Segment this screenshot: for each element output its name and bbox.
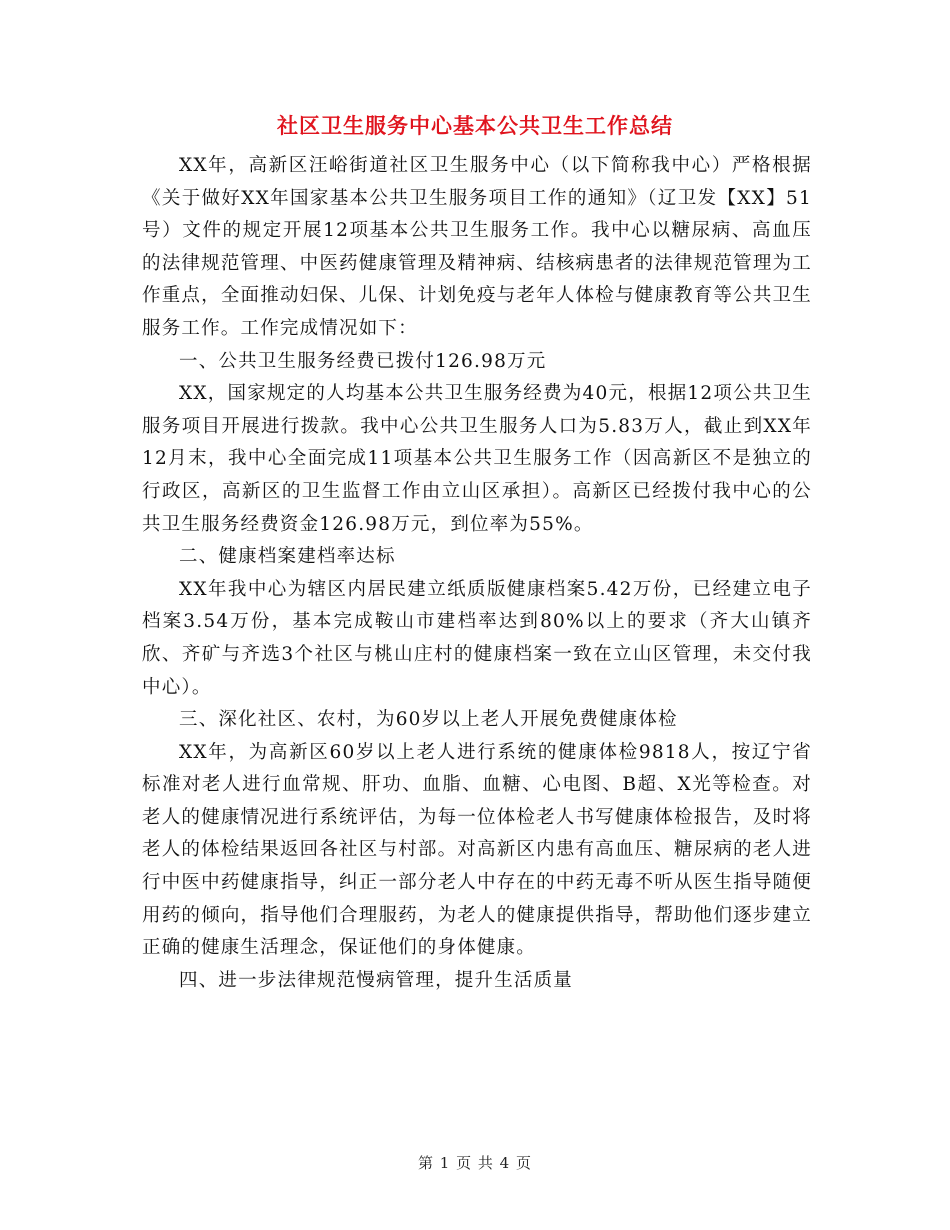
paragraph-funding: XX，国家规定的人均基本公共卫生服务经费为40元，根据12项公共卫生服务项目开展进行拨款。我中心公共卫生服务人口为5.83万人，截止到XX年12月末，我中心全面完成11项基本公共卫生服务工作（因高新区不是独立的行政区，高新区的卫生监督工作由立山区承担）。高新区已经拨付我中心的公共卫生服务经费资金126.98万元，到位率为55%。 — [142, 383, 812, 535]
page-footer — [0, 1152, 950, 1173]
paragraph-elderly-checkup: XX年，为高新区60岁以上老人进行系统的健康体检9818人，按辽宁省标准对老人进行血常规、肝功、血脂、血糖、心电图、B超、X光等检查。对老人的健康情况进行系统评估，为每一位体检老人书写健康体检报告，及时将老人的体检结果返回各社区与村部。对高新区内患有高血压、糖尿病的老人进行中医中药健康指导，纠正一部分老人中存在的中药无毒不听从医生指导随便用药的倾向，指导他们合理服药，为老人的健康提供指导，帮助他们逐步建立正确的健康生活理念，保证他们的身体健康。 — [142, 741, 812, 959]
section-heading-2: 二、健康档案建档率达标 — [179, 546, 396, 568]
document-body — [142, 150, 812, 997]
paragraph-intro: XX年，高新区汪峪街道社区卫生服务中心（以下简称我中心）严格根据《关于做好XX年国家基本公共卫生服务项目工作的通知》（辽卫发【XX】51号）文件的规定开展12项基本公共卫生服务工作。我中心以糖尿病、高血压的法律规范管理、中医药健康管理及精神病、结核病患者的法律规范管理为工作重点，全面推动妇保、儿保、计划免疫与老年人体检与健康教育等公共卫生服务工作。工作完成情况如下： — [142, 155, 812, 339]
section-heading-3: 三、深化社区、农村，为60岁以上老人开展免费健康体检 — [179, 709, 678, 731]
paragraph-health-records: XX年我中心为辖区内居民建立纸质版健康档案5.42万份，已经建立电子档案3.54万份，基本完成鞍山市建档率达到80%以上的要求（齐大山镇齐欣、齐矿与齐选3个社区与桃山庄村的健康档案一致在立山区管理，未交付我中心）。 — [142, 578, 812, 698]
section-heading-4: 四、进一步法律规范慢病管理，提升生活质量 — [179, 969, 574, 991]
section-heading-1: 一、公共卫生服务经费已拨付126.98万元 — [179, 350, 547, 372]
document-title: 社区卫生服务中心基本公共卫生工作总结 — [277, 113, 673, 138]
page-number: 第 1 页 共 4 页 — [418, 1154, 532, 1172]
